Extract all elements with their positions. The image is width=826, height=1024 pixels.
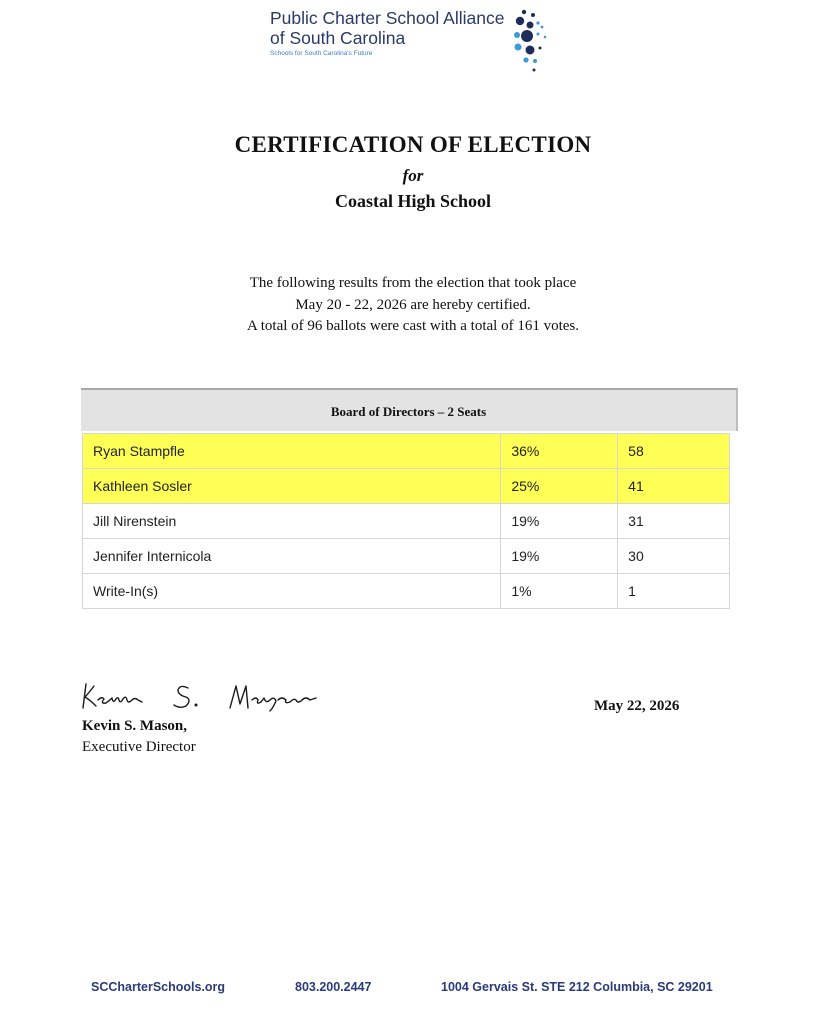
handwritten-signature — [80, 678, 330, 714]
table-row — [83, 469, 730, 504]
table-row — [83, 574, 730, 609]
vote-percent: 19% — [501, 504, 618, 539]
table-row — [83, 504, 730, 539]
table-header: Board of Directors – 2 Seats — [81, 388, 738, 431]
candidate-name: Jennifer Internicola — [83, 539, 501, 574]
vote-count: 58 — [618, 434, 730, 469]
for-label: for — [402, 166, 424, 185]
candidate-name: Ryan Stampfle — [83, 434, 501, 469]
vote-percent: 25% — [501, 469, 618, 504]
footer-phone: 803.200.2447 — [295, 980, 372, 994]
vote-percent: 36% — [501, 434, 618, 469]
vote-count: 1 — [618, 574, 730, 609]
intro-line: May 20 - 22, 2026 are hereby certified. — [295, 296, 531, 313]
document-title: CERTIFICATION OF ELECTION — [234, 132, 592, 157]
intro-line: The following results from the election that took place — [249, 275, 577, 291]
footer-website: SCCharterSchools.org — [91, 980, 226, 994]
signer-name: Kevin S. Mason, — [82, 718, 188, 734]
footer-address: 1004 Gervais St. STE 212 Columbia, SC 29201 — [441, 980, 713, 994]
table-row — [83, 434, 730, 469]
certification-date: May 22, 2026 — [594, 698, 680, 714]
organization-logo — [270, 8, 560, 70]
results-table — [82, 433, 730, 609]
vote-count: 41 — [618, 469, 730, 504]
candidate-name: Write-In(s) — [83, 574, 501, 609]
vote-percent: 19% — [501, 539, 618, 574]
vote-count: 30 — [618, 539, 730, 574]
candidate-name: Kathleen Sosler — [83, 469, 501, 504]
vote-count: 31 — [618, 504, 730, 539]
school-name: Coastal High School — [334, 191, 492, 211]
vote-percent: 1% — [501, 574, 618, 609]
signer-title: Executive Director — [82, 739, 196, 755]
candidate-name: Jill Nirenstein — [83, 504, 501, 539]
table-row — [83, 539, 730, 574]
logo-name-line1: Public Charter School Alliance — [270, 8, 505, 28]
intro-line: A total of 96 ballots were cast with a total of 161 votes. — [246, 318, 579, 334]
intro-paragraph — [0, 273, 826, 338]
logo-tagline: Schools for South Carolina's Future — [270, 50, 373, 57]
logo-name-line2: of South Carolina — [270, 28, 406, 48]
logo-dots-icon — [490, 8, 562, 72]
